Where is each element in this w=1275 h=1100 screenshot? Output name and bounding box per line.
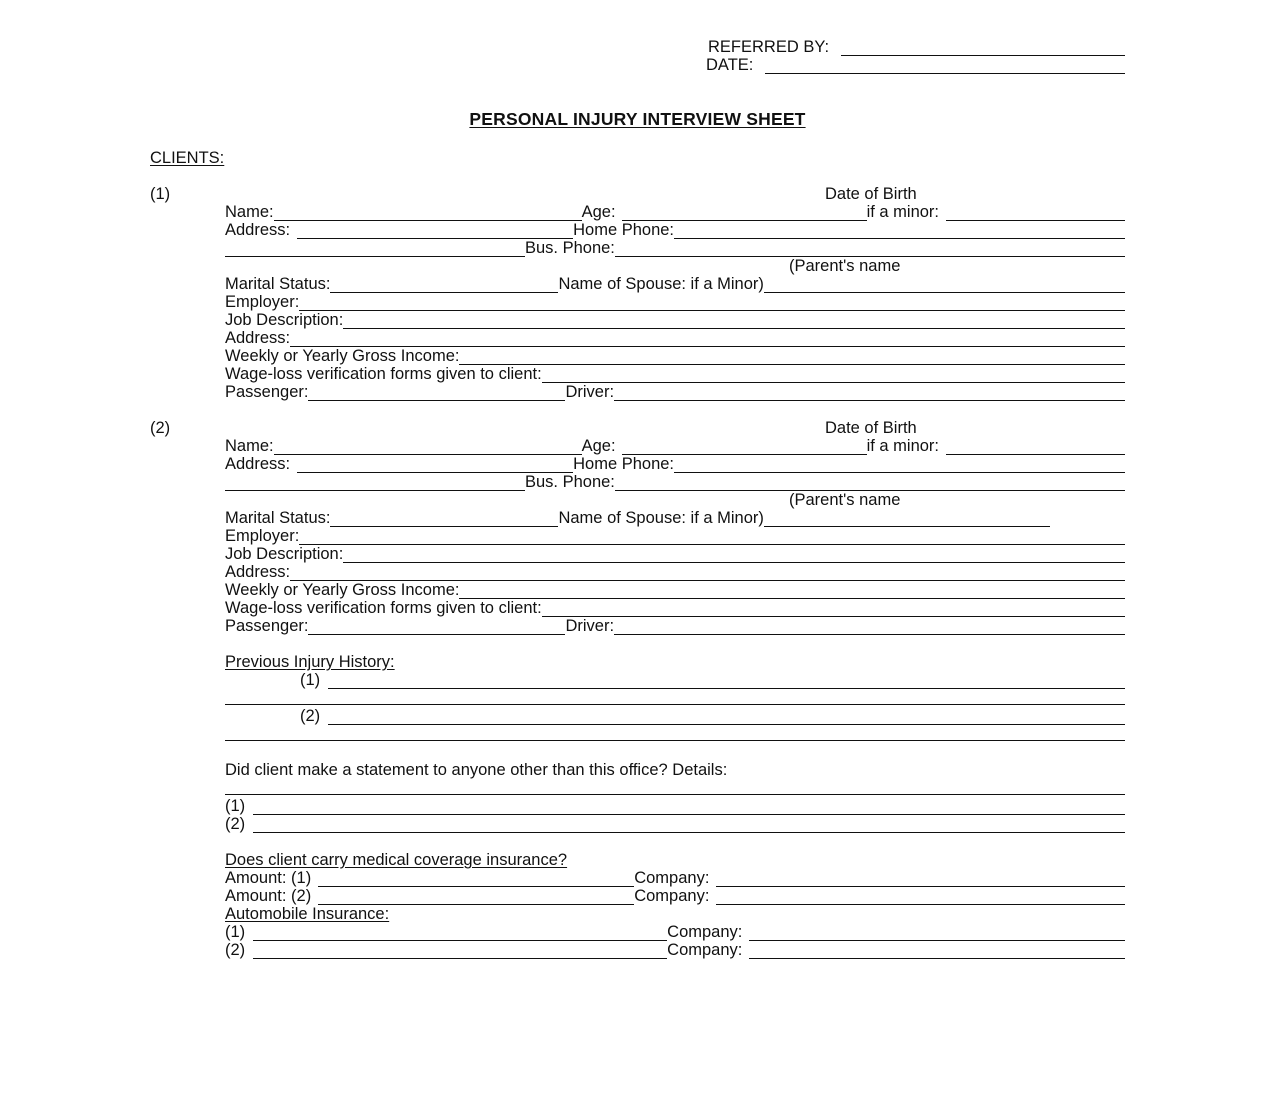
client2-passenger-row bbox=[225, 617, 1125, 635]
passenger-label: Passenger: bbox=[225, 617, 309, 635]
client1-name-row bbox=[225, 203, 1125, 221]
injury-item-2-row bbox=[300, 707, 1125, 725]
address2-field[interactable] bbox=[290, 566, 1125, 581]
bus-phone-label: Bus. Phone: bbox=[525, 473, 615, 491]
injury-history-heading: Previous Injury History: bbox=[225, 653, 395, 671]
medical-company-1-field[interactable] bbox=[716, 872, 1125, 887]
client1-employer-row bbox=[225, 293, 1125, 311]
income-field[interactable] bbox=[459, 350, 1125, 365]
passenger-field[interactable] bbox=[308, 386, 565, 401]
passenger-field[interactable] bbox=[308, 620, 565, 635]
company-label: Company: bbox=[634, 869, 710, 887]
client2-number: (2) bbox=[150, 419, 171, 437]
medical-amount-1-row bbox=[225, 869, 1125, 887]
statement-item-1-label: (1) bbox=[225, 797, 246, 815]
injury-item-1-label: (1) bbox=[300, 671, 321, 689]
address-field[interactable] bbox=[297, 224, 573, 239]
spouse-field[interactable] bbox=[764, 278, 1125, 293]
referred-by-field[interactable] bbox=[841, 41, 1125, 56]
client2-address2-row bbox=[225, 563, 1125, 581]
wage-field[interactable] bbox=[542, 368, 1125, 383]
client2-job-row bbox=[225, 545, 1125, 563]
client2-name-row bbox=[225, 437, 1125, 455]
date-field[interactable] bbox=[765, 59, 1125, 74]
statement-item-2-field[interactable] bbox=[253, 818, 1125, 833]
driver-field[interactable] bbox=[614, 620, 1125, 635]
driver-label: Driver: bbox=[565, 383, 615, 401]
clients-heading: CLIENTS: bbox=[150, 149, 225, 167]
client1-parent-name-label: (Parent's name bbox=[789, 257, 901, 275]
home-phone-field[interactable] bbox=[674, 224, 1125, 239]
address-label: Address: bbox=[225, 221, 291, 239]
client1-address-row bbox=[225, 221, 1125, 239]
job-field[interactable] bbox=[343, 548, 1125, 563]
address2-field[interactable] bbox=[290, 332, 1125, 347]
referred-by-row bbox=[708, 38, 1125, 56]
statement-item-1-row bbox=[225, 797, 1125, 815]
wage-label: Wage-loss verification forms given to client: bbox=[225, 599, 542, 617]
client2-bus-phone-row bbox=[225, 473, 1125, 491]
address-line-field[interactable] bbox=[225, 242, 525, 257]
address-field[interactable] bbox=[297, 458, 573, 473]
address-line-field[interactable] bbox=[225, 476, 525, 491]
client1-wage-row bbox=[225, 365, 1125, 383]
auto-company-1-field[interactable] bbox=[749, 926, 1125, 941]
income-label: Weekly or Yearly Gross Income: bbox=[225, 347, 460, 365]
minor-field[interactable] bbox=[946, 206, 1125, 221]
employer-field[interactable] bbox=[299, 530, 1125, 545]
minor-label: if a minor: bbox=[866, 437, 939, 455]
home-phone-field[interactable] bbox=[674, 458, 1125, 473]
bus-phone-field[interactable] bbox=[615, 242, 1125, 257]
bus-phone-field[interactable] bbox=[615, 476, 1125, 491]
date-label: DATE: bbox=[706, 56, 754, 74]
auto-item-1-row bbox=[225, 923, 1125, 941]
client1-address2-row bbox=[225, 329, 1125, 347]
amount-2-label: Amount: (2) bbox=[225, 887, 312, 905]
statement-item-2-label: (2) bbox=[225, 815, 246, 833]
client1-job-row bbox=[225, 311, 1125, 329]
bus-phone-label: Bus. Phone: bbox=[525, 239, 615, 257]
spouse-label: Name of Spouse: if a Minor) bbox=[558, 509, 764, 527]
home-phone-label: Home Phone: bbox=[573, 455, 675, 473]
minor-field[interactable] bbox=[946, 440, 1125, 455]
client2-employer-row bbox=[225, 527, 1125, 545]
name-field[interactable] bbox=[274, 206, 582, 221]
client2-parent-name-label: (Parent's name bbox=[789, 491, 901, 509]
job-field[interactable] bbox=[343, 314, 1125, 329]
client1-income-row bbox=[225, 347, 1125, 365]
auto-item-1-field[interactable] bbox=[253, 926, 667, 941]
age-field[interactable] bbox=[622, 206, 867, 221]
spouse-label: Name of Spouse: if a Minor) bbox=[558, 275, 764, 293]
client1-number: (1) bbox=[150, 185, 171, 203]
address-label: Address: bbox=[225, 455, 291, 473]
name-label: Name: bbox=[225, 203, 274, 221]
auto-item-2-row bbox=[225, 941, 1125, 959]
company-label: Company: bbox=[667, 941, 743, 959]
client2-income-row bbox=[225, 581, 1125, 599]
income-label: Weekly or Yearly Gross Income: bbox=[225, 581, 460, 599]
client2-address-row bbox=[225, 455, 1125, 473]
age-label: Age: bbox=[581, 437, 616, 455]
income-field[interactable] bbox=[459, 584, 1125, 599]
auto-item-2-label: (2) bbox=[225, 941, 246, 959]
statement-item-2-row bbox=[225, 815, 1125, 833]
injury-item-1-continuation-field[interactable] bbox=[225, 704, 1125, 705]
amount-2-field[interactable] bbox=[318, 890, 634, 905]
home-phone-label: Home Phone: bbox=[573, 221, 675, 239]
name-field[interactable] bbox=[274, 440, 582, 455]
employer-field[interactable] bbox=[299, 296, 1125, 311]
spouse-field[interactable] bbox=[764, 512, 1050, 527]
company-label: Company: bbox=[667, 923, 743, 941]
statement-item-1-field[interactable] bbox=[253, 800, 1125, 815]
medical-heading: Does client carry medical coverage insurance? bbox=[225, 851, 568, 869]
client2-wage-row bbox=[225, 599, 1125, 617]
age-field[interactable] bbox=[622, 440, 867, 455]
driver-label: Driver: bbox=[565, 617, 615, 635]
auto-company-2-field[interactable] bbox=[749, 944, 1125, 959]
marital-field[interactable] bbox=[330, 278, 558, 293]
job-label: Job Description: bbox=[225, 311, 344, 329]
auto-item-2-field[interactable] bbox=[253, 944, 667, 959]
employer-label: Employer: bbox=[225, 527, 300, 545]
amount-1-field[interactable] bbox=[318, 872, 634, 887]
age-label: Age: bbox=[581, 203, 616, 221]
medical-company-2-field[interactable] bbox=[716, 890, 1125, 905]
address2-label: Address: bbox=[225, 329, 291, 347]
auto-heading: Automobile Insurance: bbox=[225, 905, 390, 923]
injury-item-1-row bbox=[300, 671, 1125, 689]
statement-question: Did client make a statement to anyone other than this office? Details: bbox=[225, 761, 728, 779]
page-title: PERSONAL INJURY INTERVIEW SHEET bbox=[469, 109, 806, 129]
auto-item-1-label: (1) bbox=[225, 923, 246, 941]
client2-marital-row bbox=[225, 509, 1050, 527]
address2-label: Address: bbox=[225, 563, 291, 581]
employer-label: Employer: bbox=[225, 293, 300, 311]
injury-item-2-label: (2) bbox=[300, 707, 321, 725]
marital-label: Marital Status: bbox=[225, 509, 331, 527]
marital-field[interactable] bbox=[330, 512, 558, 527]
client1-bus-phone-row bbox=[225, 239, 1125, 257]
injury-item-2-continuation-field[interactable] bbox=[225, 740, 1125, 741]
minor-label: if a minor: bbox=[866, 203, 939, 221]
client1-dob-label: Date of Birth bbox=[825, 185, 917, 203]
referred-by-label: REFERRED BY: bbox=[708, 38, 830, 56]
medical-amount-2-row bbox=[225, 887, 1125, 905]
client1-marital-row bbox=[225, 275, 1125, 293]
date-row bbox=[706, 56, 1125, 74]
amount-1-label: Amount: (1) bbox=[225, 869, 312, 887]
injury-item-1-field[interactable] bbox=[328, 674, 1125, 689]
statement-details-field[interactable] bbox=[225, 794, 1125, 795]
client2-dob-label: Date of Birth bbox=[825, 419, 917, 437]
injury-item-2-field[interactable] bbox=[328, 710, 1125, 725]
driver-field[interactable] bbox=[614, 386, 1125, 401]
wage-label: Wage-loss verification forms given to client: bbox=[225, 365, 542, 383]
wage-field[interactable] bbox=[542, 602, 1125, 617]
marital-label: Marital Status: bbox=[225, 275, 331, 293]
passenger-label: Passenger: bbox=[225, 383, 309, 401]
job-label: Job Description: bbox=[225, 545, 344, 563]
name-label: Name: bbox=[225, 437, 274, 455]
company-label: Company: bbox=[634, 887, 710, 905]
client1-passenger-row bbox=[225, 383, 1125, 401]
